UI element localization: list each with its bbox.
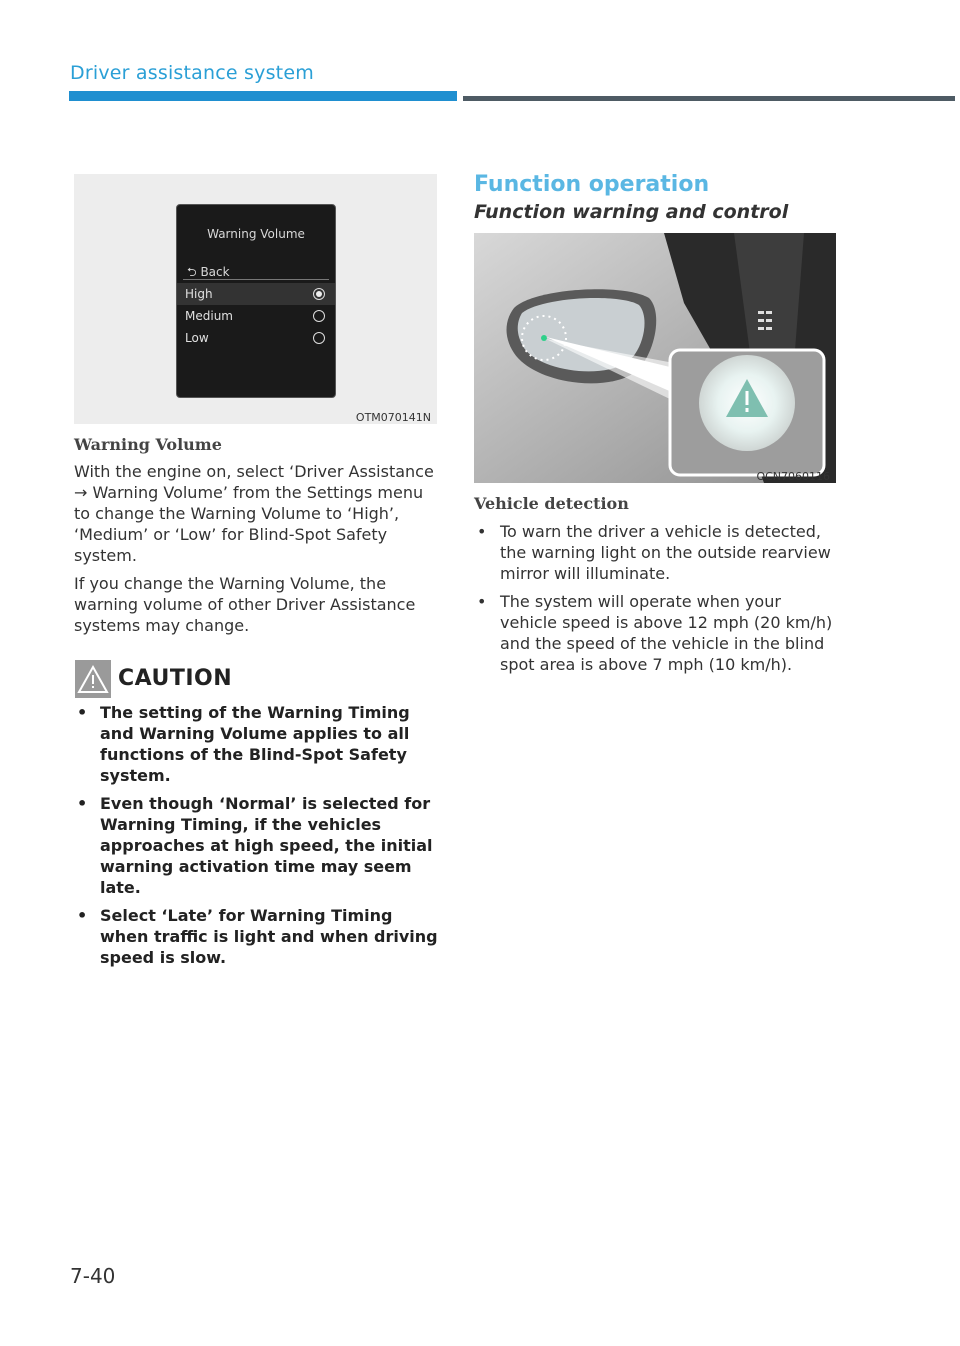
radio-icon bbox=[313, 332, 325, 344]
figure-side-mirror-warning bbox=[474, 233, 836, 483]
list-item: • The system will operate when your vehicle speed is above 12 mph (20 km/h) and the speed of the vehicle in the blind spot area is above 7 mph (10 km/h). bbox=[474, 591, 834, 675]
page-number: 7-40 bbox=[70, 1264, 116, 1288]
section-title: Driver assistance system bbox=[70, 62, 314, 84]
mirror-illustration bbox=[474, 233, 836, 483]
vehicle-detection-list bbox=[474, 521, 834, 682]
list-item: • Select ‘Late’ for Warning Timing when traffic is light and when driving speed is slow. bbox=[74, 905, 438, 968]
paragraph: With the engine on, select ‘Driver Assistance → Warning Volume’ from the Settings menu to change the Warning Volume to ‘High’, ‘Medium’ or ‘Low’ for Blind-Spot Safety system. bbox=[74, 462, 434, 565]
caution-title: CAUTION bbox=[118, 666, 233, 691]
warning-triangle-icon bbox=[75, 660, 111, 698]
back-menu-item bbox=[187, 263, 230, 284]
option-high bbox=[177, 283, 335, 305]
paragraph: If you change the Warning Volume, the warning volume of other Driver Assistance systems may change. bbox=[74, 574, 416, 635]
divider bbox=[183, 279, 329, 280]
list-item: • To warn the driver a vehicle is detected, the warning light on the outside rearview mirror will illuminate. bbox=[474, 521, 834, 584]
option-low bbox=[177, 327, 335, 349]
option-medium bbox=[177, 305, 335, 327]
option-label: High bbox=[185, 287, 213, 301]
back-label: Back bbox=[200, 265, 230, 279]
option-label: Medium bbox=[185, 309, 233, 323]
header-bar-accent bbox=[69, 91, 457, 101]
option-label: Low bbox=[185, 331, 209, 345]
radio-selected-icon bbox=[313, 288, 325, 300]
radio-icon bbox=[313, 310, 325, 322]
list-item: • Even though ‘Normal’ is selected for Warning Timing, if the vehicles approaches at high speed, the initial warning activation time may seem late. bbox=[74, 793, 438, 898]
back-arrow-icon: ⮌ bbox=[187, 265, 197, 279]
figure-warning-volume-screen bbox=[74, 174, 437, 424]
section-heading: Warning Volume bbox=[74, 435, 222, 454]
section-heading: Vehicle detection bbox=[474, 494, 629, 513]
function-subtitle: Function warning and control bbox=[474, 201, 789, 223]
list-item: • The setting of the Warning Timing and Warning Volume applies to all functions of the Blind-Spot Safety system. bbox=[74, 702, 438, 786]
cluster-display bbox=[176, 204, 336, 398]
figure-code: OTM070141N bbox=[355, 411, 431, 424]
header-bar-rule bbox=[463, 96, 955, 101]
figure-code: OCN7060116 bbox=[756, 470, 830, 483]
screen-title: Warning Volume bbox=[207, 227, 305, 241]
function-operation-title: Function operation bbox=[474, 172, 710, 197]
caution-list bbox=[74, 702, 438, 975]
